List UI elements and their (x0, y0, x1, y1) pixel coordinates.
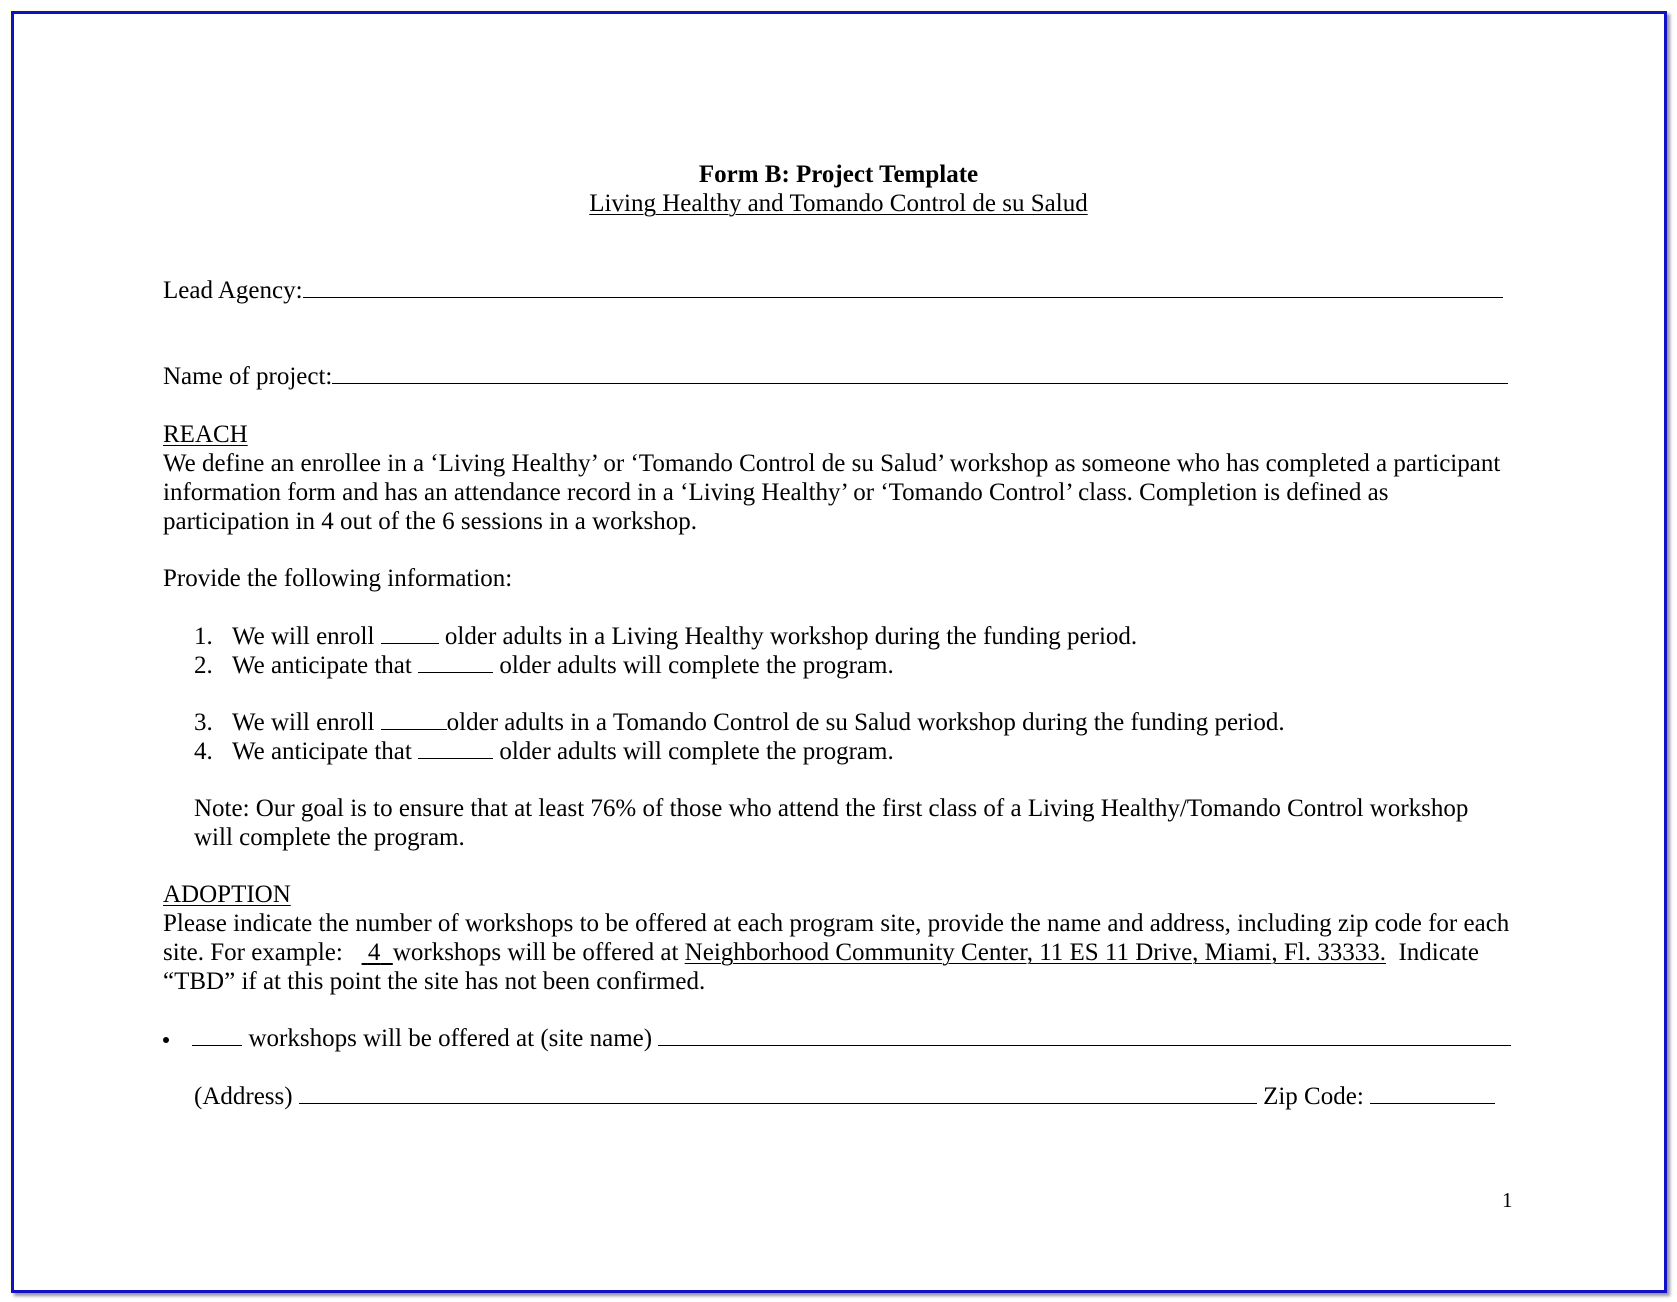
example-count-value: 4 (367, 939, 381, 966)
bullet-text: workshops will be offered at (site name) (248, 1025, 653, 1052)
form-title: Form B: Project Template (698, 161, 979, 188)
enroll-living-healthy-input[interactable] (381, 623, 439, 644)
adoption-paragraph-line (163, 938, 1479, 967)
zip-code-input[interactable] (1370, 1083, 1495, 1104)
item-text-after: older adults will complete the program. (499, 652, 894, 679)
reach-paragraph-line: participation in 4 out of the 6 sessions in a workshop. (163, 508, 697, 535)
zip-code-label: Zip Code: (1263, 1083, 1364, 1110)
note-line: will complete the program. (194, 824, 465, 851)
site-bullet-row (163, 1024, 1511, 1053)
reach-item-1 (194, 622, 1137, 651)
reach-item-2 (194, 651, 894, 680)
address-input[interactable] (299, 1083, 1257, 1104)
item-text-before: We anticipate that (232, 738, 412, 765)
example-site: Neighborhood Community Center, 11 ES 11 Drive, Miami, Fl. 33333. (684, 939, 1386, 966)
item-text-before: We will enroll (232, 709, 375, 736)
complete-living-healthy-input[interactable] (418, 652, 493, 673)
site-name-input[interactable] (658, 1025, 1511, 1046)
adoption-paragraph-line: Please indicate the number of workshops to be offered at each program site, provide the name and address, including zip code for each (163, 910, 1510, 937)
item-number: 4. (194, 738, 213, 765)
adoption-paragraph-line: “TBD” if at this point the site has not been confirmed. (163, 968, 706, 995)
page-number: 1 (1502, 1188, 1513, 1212)
example-middle: workshops will be offered at (392, 939, 679, 966)
example-prefix: site. For example: (163, 939, 343, 966)
reach-item-3 (194, 708, 1285, 737)
name-of-project-input[interactable] (332, 363, 1508, 384)
note-line: Note: Our goal is to ensure that at least 76% of those who attend the first class of a Living Healthy/Tomando Control workshop (194, 795, 1469, 822)
item-number: 3. (194, 709, 213, 736)
item-text-before: We anticipate that (232, 652, 412, 679)
address-label: (Address) (194, 1083, 293, 1110)
reach-heading: REACH (163, 421, 248, 448)
lead-agency-row (163, 276, 1503, 305)
address-row (194, 1082, 1495, 1111)
adoption-heading: ADOPTION (163, 881, 291, 908)
example-count (362, 939, 393, 966)
name-of-project-row (163, 362, 1508, 391)
complete-tomando-control-input[interactable] (418, 738, 493, 759)
bullet-icon (163, 1037, 169, 1043)
workshop-count-input[interactable] (192, 1025, 242, 1046)
name-of-project-label: Name of project: (163, 363, 333, 390)
example-suffix: Indicate (1398, 939, 1479, 966)
enroll-tomando-control-input[interactable] (381, 709, 447, 730)
item-text-after: older adults in a Living Healthy workshop during the funding period. (444, 623, 1138, 650)
item-number: 2. (194, 652, 213, 679)
item-text-after: older adults will complete the program. (499, 738, 894, 765)
lead-agency-label: Lead Agency: (163, 277, 303, 304)
item-number: 1. (194, 623, 213, 650)
item-text-after: older adults in a Tomando Control de su Salud workshop during the funding period. (446, 709, 1285, 736)
form-subtitle: Living Healthy and Tomando Control de su Salud (589, 190, 1088, 217)
reach-paragraph-line: information form and has an attendance record in a ‘Living Healthy’ or ‘Tomando Control’ class. Completion is defined as (163, 479, 1389, 506)
item-text-before: We will enroll (232, 623, 375, 650)
reach-paragraph-line: We define an enrollee in a ‘Living Healthy’ or ‘Tomando Control de su Salud’ workshop as someone who has completed a participant (163, 450, 1501, 477)
lead-agency-input[interactable] (303, 277, 1503, 298)
reach-item-4 (194, 737, 894, 766)
provide-info-label: Provide the following information: (163, 565, 513, 592)
